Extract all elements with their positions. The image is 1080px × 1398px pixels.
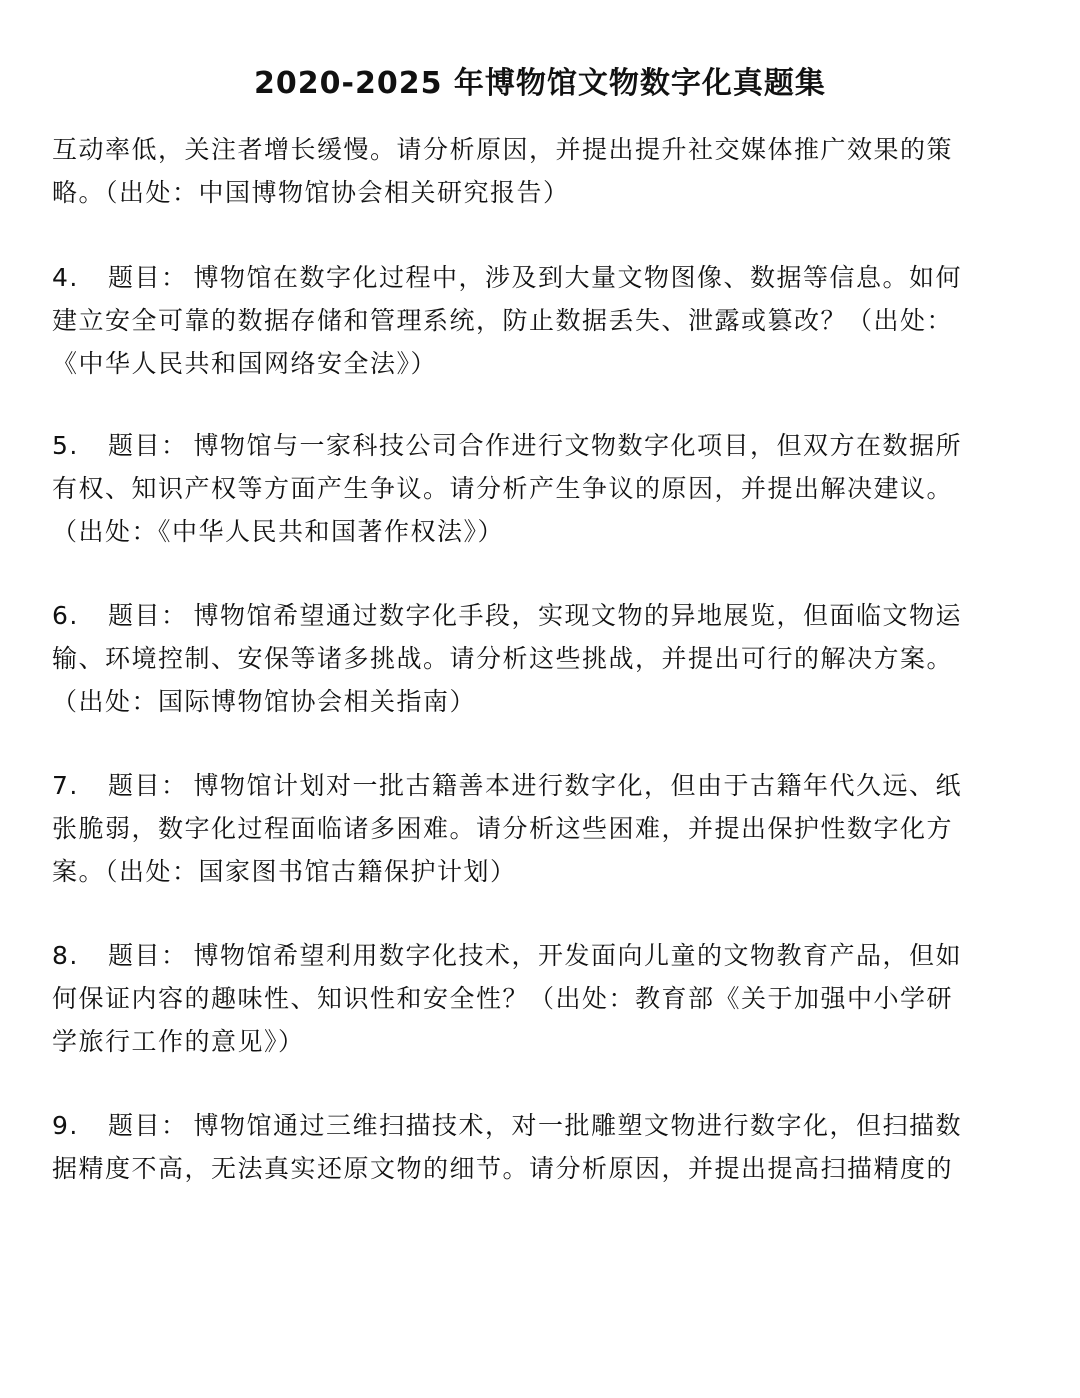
intro-paragraph	[52, 128, 1028, 214]
intro-line: 略。（出处：中国博物馆协会相关研究报告）	[52, 178, 570, 207]
question-7	[52, 764, 1028, 893]
question-text: 输、环境控制、安保等诸多挑战。请分析这些挑战，并提出可行的解决方案。	[52, 644, 954, 673]
question-text: 建立安全可靠的数据存储和管理系统，防止数据丢失、泄露或篡改？（出处：	[52, 306, 954, 335]
question-text: 博物馆希望利用数字化技术，开发面向儿童的文物教育产品，但如	[193, 941, 963, 970]
question-label: 题目：	[108, 601, 188, 630]
question-label: 题目：	[108, 1111, 188, 1140]
question-text: 案。（出处：国家图书馆古籍保护计划）	[52, 857, 517, 886]
question-number: 9.	[52, 1111, 79, 1140]
question-label: 题目：	[108, 431, 188, 460]
question-number: 8.	[52, 941, 79, 970]
question-8	[52, 934, 1028, 1063]
question-text: 学旅行工作的意见》）	[52, 1027, 305, 1056]
question-number: 5.	[52, 431, 79, 460]
question-number: 4.	[52, 263, 79, 292]
question-label: 题目：	[108, 941, 188, 970]
question-number: 7.	[52, 771, 79, 800]
question-text: 博物馆通过三维扫描技术，对一批雕塑文物进行数字化，但扫描数	[193, 1111, 963, 1140]
question-text: 据精度不高，无法真实还原文物的细节。请分析原因，并提出提高扫描精度的	[52, 1154, 954, 1183]
question-text: 博物馆希望通过数字化手段，实现文物的异地展览，但面临文物运	[193, 601, 963, 630]
question-number: 6.	[52, 601, 79, 630]
question-text: 何保证内容的趣味性、知识性和安全性？（出处：教育部《关于加强中小学研	[52, 984, 954, 1013]
question-6	[52, 594, 1028, 723]
intro-line: 互动率低，关注者增长缓慢。请分析原因，并提出提升社交媒体推广效果的策	[52, 135, 954, 164]
question-label: 题目：	[108, 263, 188, 292]
question-9	[52, 1104, 1028, 1190]
question-text: 有权、知识产权等方面产生争议。请分析产生争议的原因，并提出解决建议。	[52, 474, 954, 503]
question-5	[52, 424, 1028, 553]
question-text: 张脆弱，数字化过程面临诸多困难。请分析这些困难，并提出保护性数字化方	[52, 814, 954, 843]
question-label: 题目：	[108, 771, 188, 800]
document-title: 2020-2025 年博物馆文物数字化真题集	[254, 66, 826, 101]
question-text: 博物馆在数字化过程中，涉及到大量文物图像、数据等信息。如何	[193, 263, 963, 292]
question-text: 博物馆计划对一批古籍善本进行数字化，但由于古籍年代久远、纸	[193, 771, 963, 800]
question-text: （出处：国际博物馆协会相关指南）	[52, 687, 477, 716]
question-text: 《中华人民共和国网络安全法》）	[52, 349, 438, 378]
question-text: （出处：《中华人民共和国著作权法》）	[52, 517, 505, 546]
question-text: 博物馆与一家科技公司合作进行文物数字化项目，但双方在数据所	[193, 431, 963, 460]
question-4	[52, 256, 1028, 385]
